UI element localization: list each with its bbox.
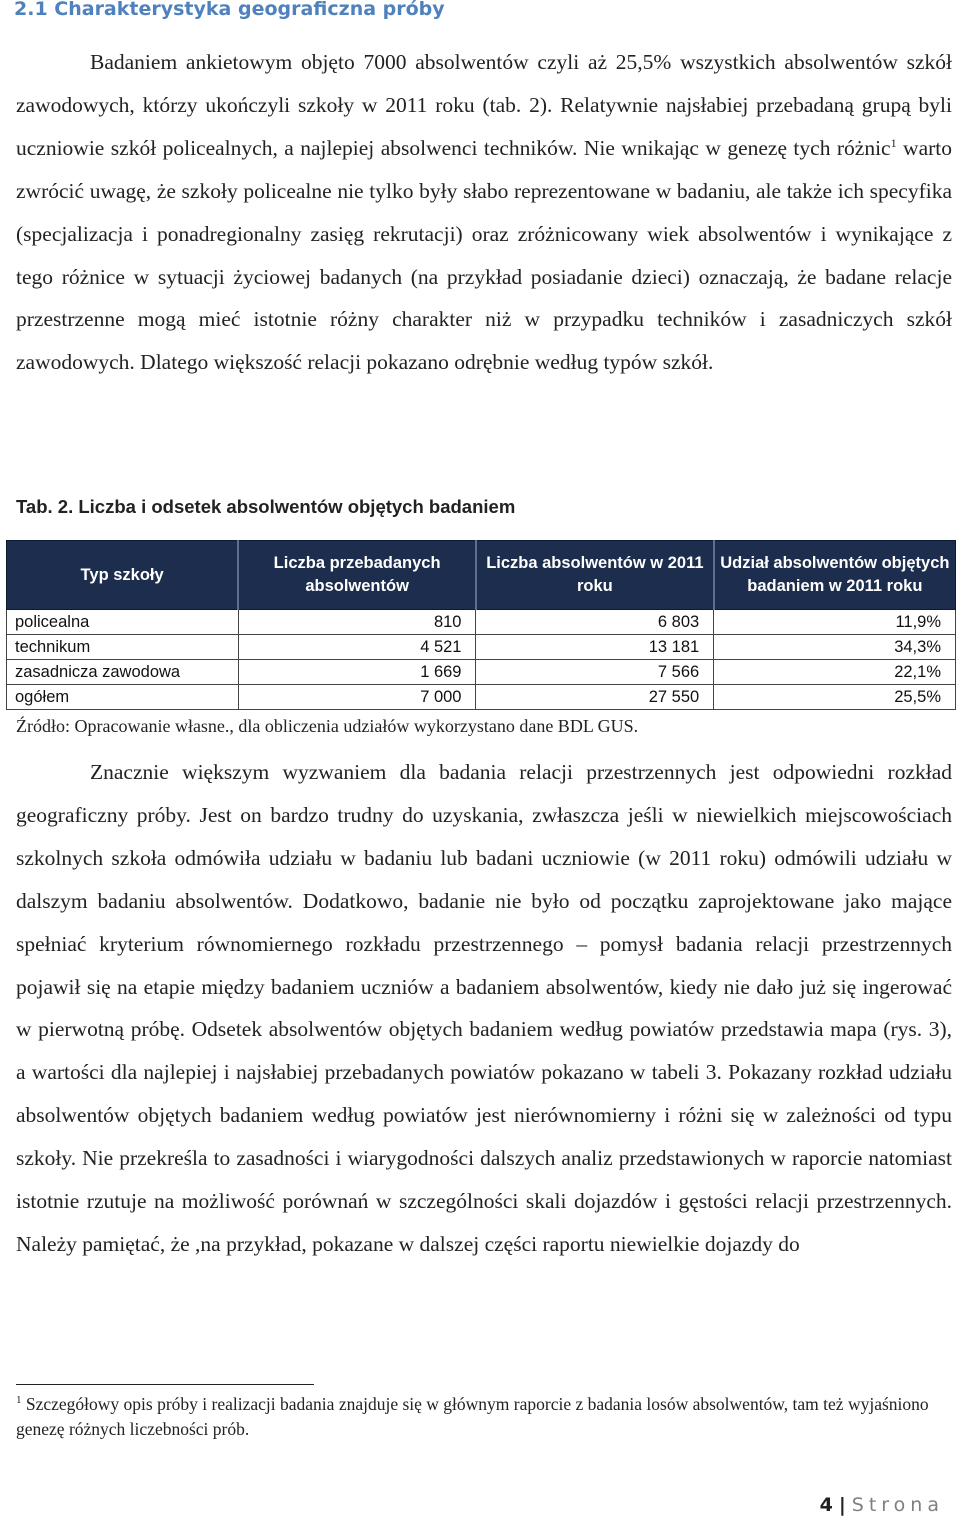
table-row-total (7, 685, 956, 710)
cell-graduates-2011: 27 550 (476, 685, 714, 710)
table-row (7, 635, 956, 660)
page-number: 4 (819, 1494, 833, 1516)
table-source-note: Źródło: Opracowanie własne., dla obliczenia udziałów wykorzystano dane BDL GUS. (16, 716, 639, 736)
header-graduates-2011: Liczba absolwentów w 2011 roku (476, 541, 714, 610)
cell-surveyed-count: 1 669 (238, 660, 476, 685)
cell-surveyed-count: 4 521 (238, 635, 476, 660)
cell-school-type: zasadnicza zawodowa (7, 660, 239, 685)
section-heading: 2.1 Charakterystyka geograficzna próby (14, 0, 445, 20)
cell-school-type: ogółem (7, 685, 239, 710)
paragraph-intro (16, 41, 952, 384)
graduates-table (6, 540, 956, 710)
table-caption: Tab. 2. Liczba i odsetek absolwentów objętych badaniem (16, 496, 516, 517)
cell-share: 34,3% (714, 635, 956, 660)
paragraph-intro-text-a: Badaniem ankietowym objęto 7000 absolwentów czyli aż 25,5% wszystkich absolwentów szkół zawodowych, którzy ukończyli szkoły w 2011 roku (tab. 2). Relatywnie najsłabiej przebadaną grupą byli uczniowie szkół policealnych, a najlepiej absolwenci techników. Nie wnikając w genezę tych różnic (16, 50, 952, 160)
cell-share: 25,5% (714, 685, 956, 710)
cell-school-type: policealna (7, 610, 239, 635)
footnote (16, 1392, 952, 1442)
table-header-row (7, 541, 956, 610)
table-row (7, 610, 956, 635)
header-surveyed-count: Liczba przebadanych absolwentów (238, 541, 476, 610)
paragraph-geography (16, 751, 952, 1266)
footnote-text: Szczegółowy opis próby i realizacji badania znajduje się w głównym raporcie z badania losów absolwentów, tam też wyjaśniono genezę różnych liczebności prób. (16, 1394, 929, 1439)
table-row (7, 660, 956, 685)
footnote-marker: 1 (16, 1394, 22, 1407)
header-share-surveyed: Udział absolwentów objętych badaniem w 2011 roku (714, 541, 956, 610)
cell-share: 22,1% (714, 660, 956, 685)
page-separator: | (838, 1494, 846, 1516)
cell-graduates-2011: 6 803 (476, 610, 714, 635)
footnote-divider (16, 1384, 314, 1385)
cell-graduates-2011: 13 181 (476, 635, 714, 660)
cell-school-type: technikum (7, 635, 239, 660)
footnote-reference[interactable]: 1 (890, 135, 897, 150)
cell-surveyed-count: 810 (238, 610, 476, 635)
cell-surveyed-count: 7 000 (238, 685, 476, 710)
paragraph-intro-text-b: warto zwrócić uwagę, że szkoły policealne nie tylko były słabo reprezentowane w badaniu, ale także ich specyfika (specjalizacja i ponadregionalny zasięg rekrutacji) oraz zróżnicowany wiek absolwentów i wynikające z tego różnice w sytuacji życiowej badanych (na przykład posiadanie dzieci) oznaczają, że badane relacje przestrzenne mogą mieć istotnie różny charakter niż w przypadku techników i zasadniczych szkół zawodowych. Dlatego większość relacji pokazano odrębnie według typów szkół. (16, 135, 952, 375)
cell-graduates-2011: 7 566 (476, 660, 714, 685)
page-word: Strona (851, 1494, 944, 1516)
paragraph-geography-text: Znacznie większym wyzwaniem dla badania relacji przestrzennych jest odpowiedni rozkład geograficzny próby. Jest on bardzo trudny do uzyskania, zwłaszcza jeśli w niewielkich miejscowościach szkolnych szkoła odmówiła udziału w badaniu lub badani uczniowie (w 2011 roku) odmówili udziału w dalszym badaniu absolwentów. Dodatkowo, badanie nie było od początku zaprojektowane jako mające spełniać kryterium równomiernego rozkładu przestrzennego – pomysł badania relacji przestrzennych pojawił się na etapie między badaniem uczniów a badaniem absolwentów, kiedy nie dało już się ingerować w pierwotną próbę. Odsetek absolwentów objętych badaniem według powiatów przedstawia mapa (rys. 3), a wartości dla najlepiej i najsłabiej przebadanych powiatów pokazano w tabeli 3. Pokazany rozkład udziału absolwentów objętych badaniem według powiatów jest nierównomierny i różni się w zależności od typu szkoły. Nie przekreśla to zasadności i wiarygodności dalszych analiz przedstawionych w raporcie natomiast istotnie rzutuje na możliwość porównań w szczególności skali dojazdów i gęstości relacji przestrzennych. Należy pamiętać, że ,na przykład, pokazane w dalszej części raportu niewielkie dojazdy do (16, 760, 952, 1256)
page-number-footer (820, 1494, 944, 1516)
header-school-type: Typ szkoły (7, 541, 239, 610)
cell-share: 11,9% (714, 610, 956, 635)
